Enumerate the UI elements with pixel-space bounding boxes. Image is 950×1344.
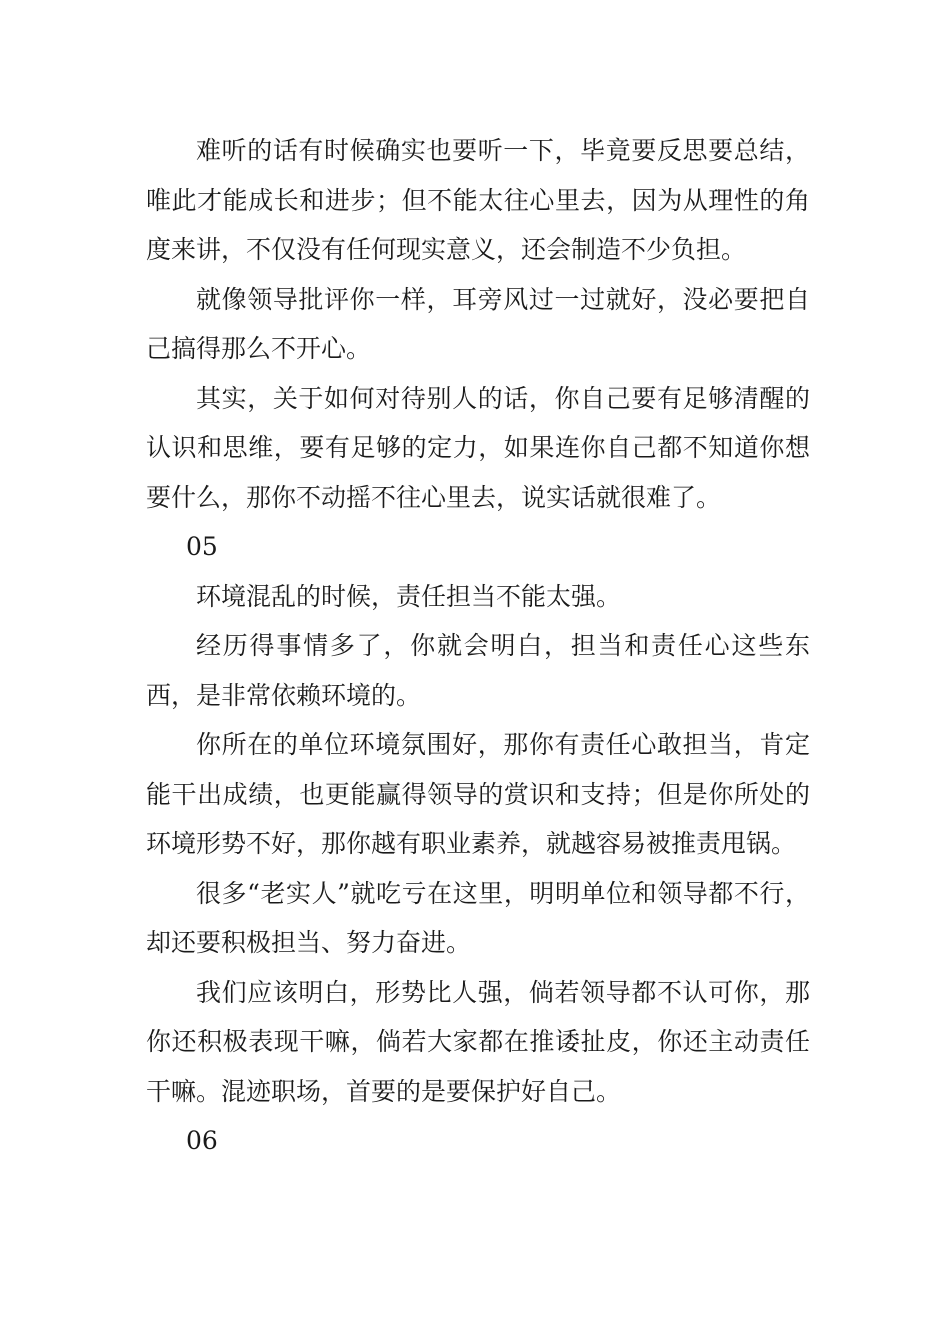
- paragraph: 环境混乱的时候，责任担当不能太强。: [196, 581, 622, 611]
- paragraph: 我们应该明白，形势比人强，倘若领导都不认可你，那你还积极表现干嘛，倘若大家都在推诿扯皮，你还主动责任干嘛。混迹职场，首要的是要保护好自己。: [146, 977, 810, 1106]
- paragraph: 其实，关于如何对待别人的话，你自己要有足够清醒的认识和思维，要有足够的定力，如果连你自己都不知道你想要什么，那你不动摇不往心里去，说实话就很难了。: [146, 383, 810, 512]
- paragraph: 经历得事情多了，你就会明白，担当和责任心这些东西，是非常依赖环境的。: [146, 631, 810, 710]
- paragraph: 你所在的单位环境氛围好，那你有责任心敢担当，肯定能干出成绩，也更能赢得领导的赏识和支持；但是你所处的环境形势不好，那你越有职业素养，就越容易被推责甩锅。: [146, 730, 810, 858]
- paragraph: 就像领导批评你一样，耳旁风过一过就好，没必要把自己搞得那么不开心。: [146, 284, 810, 363]
- section-number: 06: [186, 1126, 218, 1155]
- section-number: 05: [186, 532, 218, 561]
- paragraph: 难听的话有时候确实也要听一下，毕竟要反思要总结，唯此才能成长和进步；但不能太往心里去，因为从理性的角度来讲，不仅没有任何现实意义，还会制造不少负担。: [146, 136, 810, 264]
- document-body: [146, 126, 810, 1166]
- paragraph: 很多“老实人”就吃亏在这里，明明单位和领导都不行，却还要积极担当、努力奋进。: [146, 878, 810, 957]
